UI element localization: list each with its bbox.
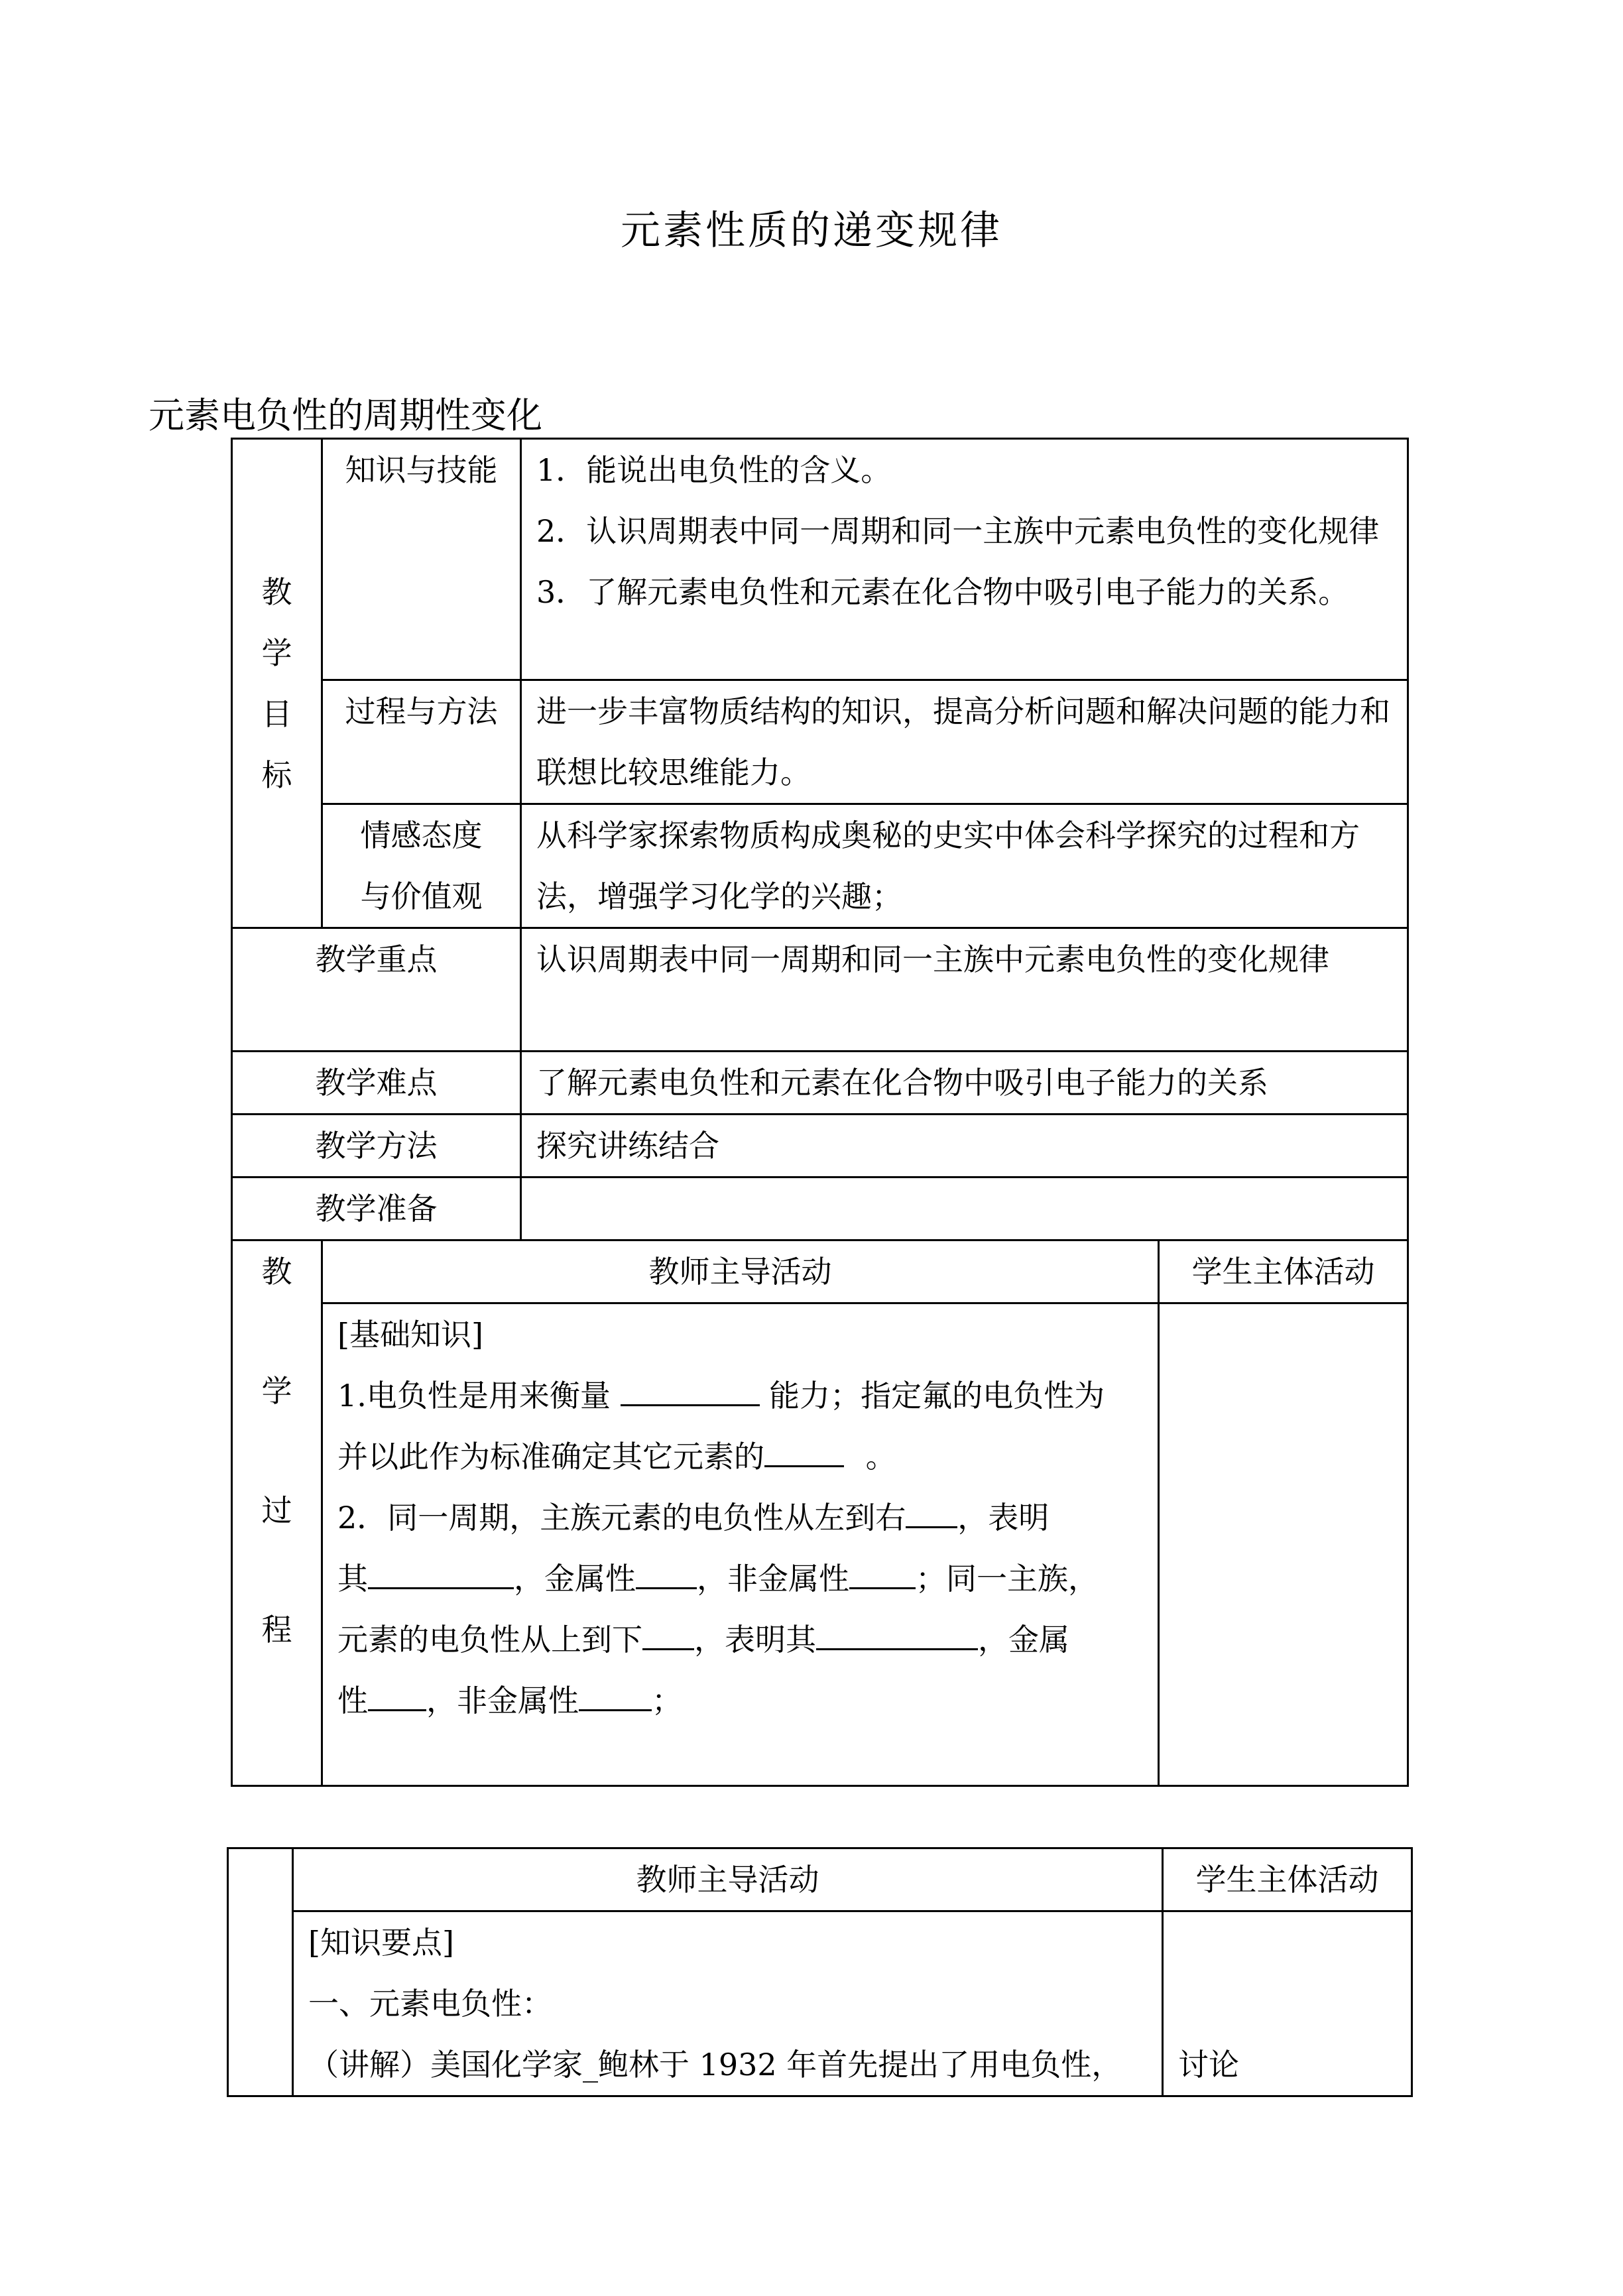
question-1-line-2 (337, 1426, 1147, 1487)
method-label: 教学方法 (232, 1115, 521, 1178)
q1-text: 。 (865, 1439, 896, 1475)
page-title: 元素性质的递变规律 (621, 208, 1002, 254)
student-activity-header: 学生主体活动 (1159, 1240, 1408, 1303)
process-label (232, 1240, 322, 1786)
preparation-content (521, 1178, 1408, 1240)
basics-title: [基础知识] (337, 1317, 483, 1353)
knowledge-item: 3．了解元素电负性和元素在化合物中吸引电子能力的关系。 (536, 574, 1349, 610)
preparation-label: 教学准备 (232, 1178, 521, 1240)
electronegativity-subtitle: 一、元素电负性： (308, 1986, 552, 2022)
process-method-content: 进一步丰富物质结构的知识，提高分析问题和解决问题的能力和联想比较思维能力。 (521, 680, 1408, 804)
objectives-label-char: 学 (261, 634, 292, 671)
q1-text: 能力；指定氟的电负性为 (769, 1378, 1105, 1414)
fill-blank[interactable] (579, 1679, 652, 1711)
teacher-activity-header-2: 教师主导活动 (293, 1848, 1163, 1911)
knowledge-label: 知识与技能 (322, 439, 521, 680)
q2-text: ；同一主族， (916, 1561, 1099, 1597)
q1-text: 并以此作为标准确定其它元素的 (337, 1439, 764, 1475)
objectives-label-char: 目 (261, 695, 292, 732)
key-point-label: 教学重点 (232, 928, 521, 1052)
process-label-char: 教 (261, 1254, 292, 1290)
fill-blank[interactable] (368, 1557, 514, 1589)
teacher-activity-content-2 (293, 1911, 1163, 2096)
difficulty-label: 教学难点 (232, 1052, 521, 1115)
difficulty-content: 了解元素电负性和元素在化合物中吸引电子能力的关系 (521, 1052, 1408, 1115)
student-activity-content (1159, 1303, 1408, 1786)
lesson-plan-table (231, 438, 1409, 1787)
q2-text: ，金属 (978, 1622, 1069, 1658)
question-2-line-2 (337, 1548, 1147, 1609)
knowledge-content (521, 439, 1408, 680)
emotion-label (322, 804, 521, 928)
q2-text: ，非金属性 (426, 1683, 579, 1719)
lecture-line: （讲解）美国化学家_鲍林于 1932 年首先提出了用电负性， (308, 2047, 1122, 2083)
fill-blank[interactable] (621, 1374, 760, 1406)
fill-blank[interactable] (906, 1496, 957, 1528)
fill-blank[interactable] (636, 1557, 697, 1589)
q2-text: ，表明其 (694, 1622, 816, 1658)
knowledge-item: 2．认识周期表中同一周期和同一主族中元素电负性的变化规律 (536, 513, 1380, 549)
emotion-label-line: 情感态度 (360, 817, 483, 853)
emotion-content: 从科学家探索物质构成奥秘的史实中体会科学探究的过程和方法，增强学习化学的兴趣； (521, 804, 1408, 928)
objectives-label (232, 439, 322, 928)
q1-text: 1.电负性是用来衡量 (337, 1378, 611, 1414)
objectives-label-char: 标 (261, 756, 292, 793)
key-point-content: 认识周期表中同一周期和同一主族中元素电负性的变化规律 (521, 928, 1408, 1052)
objectives-label-char: 教 (261, 574, 292, 610)
question-2-line-4 (337, 1670, 1147, 1731)
q2-text: ，金属性 (514, 1561, 636, 1597)
q2-text: 2．同一周期，主族元素的电负性从左到右 (337, 1500, 906, 1536)
fill-blank[interactable] (849, 1557, 916, 1589)
knowledge-item: 1．能说出电负性的含义。 (536, 452, 892, 488)
lesson-plan-table-continued (227, 1847, 1413, 2097)
teacher-activity-content (322, 1303, 1159, 1786)
student-note: 讨论 (1178, 2047, 1239, 2083)
q2-text: ，表明 (957, 1500, 1050, 1536)
section-heading: 元素电负性的周期性变化 (149, 394, 542, 436)
continued-side-column (228, 1848, 293, 2096)
question-2-line-3 (337, 1609, 1147, 1670)
process-label-char: 过 (261, 1492, 292, 1528)
process-label-char: 学 (261, 1373, 292, 1409)
teacher-activity-header: 教师主导活动 (322, 1240, 1159, 1303)
fill-blank[interactable] (642, 1618, 694, 1650)
question-2-line-1 (337, 1487, 1147, 1548)
student-activity-header-2: 学生主体活动 (1163, 1848, 1412, 1911)
q2-text: 性 (337, 1683, 368, 1719)
student-activity-content-2 (1163, 1911, 1412, 2096)
q2-text: ； (652, 1683, 682, 1719)
method-content: 探究讲练结合 (521, 1115, 1408, 1178)
process-label-char: 程 (261, 1612, 292, 1648)
fill-blank[interactable] (816, 1618, 978, 1650)
question-1-line-1 (337, 1365, 1147, 1426)
fill-blank[interactable] (764, 1435, 844, 1467)
process-method-label: 过程与方法 (322, 680, 521, 804)
spacer (1178, 1912, 1400, 2034)
q2-text: 其 (337, 1561, 368, 1597)
emotion-label-line: 与价值观 (360, 878, 483, 914)
q2-text: ，非金属性 (697, 1561, 849, 1597)
fill-blank[interactable] (368, 1679, 426, 1711)
q2-text: 元素的电负性从上到下 (337, 1622, 642, 1658)
points-title: [知识要点] (308, 1925, 454, 1961)
